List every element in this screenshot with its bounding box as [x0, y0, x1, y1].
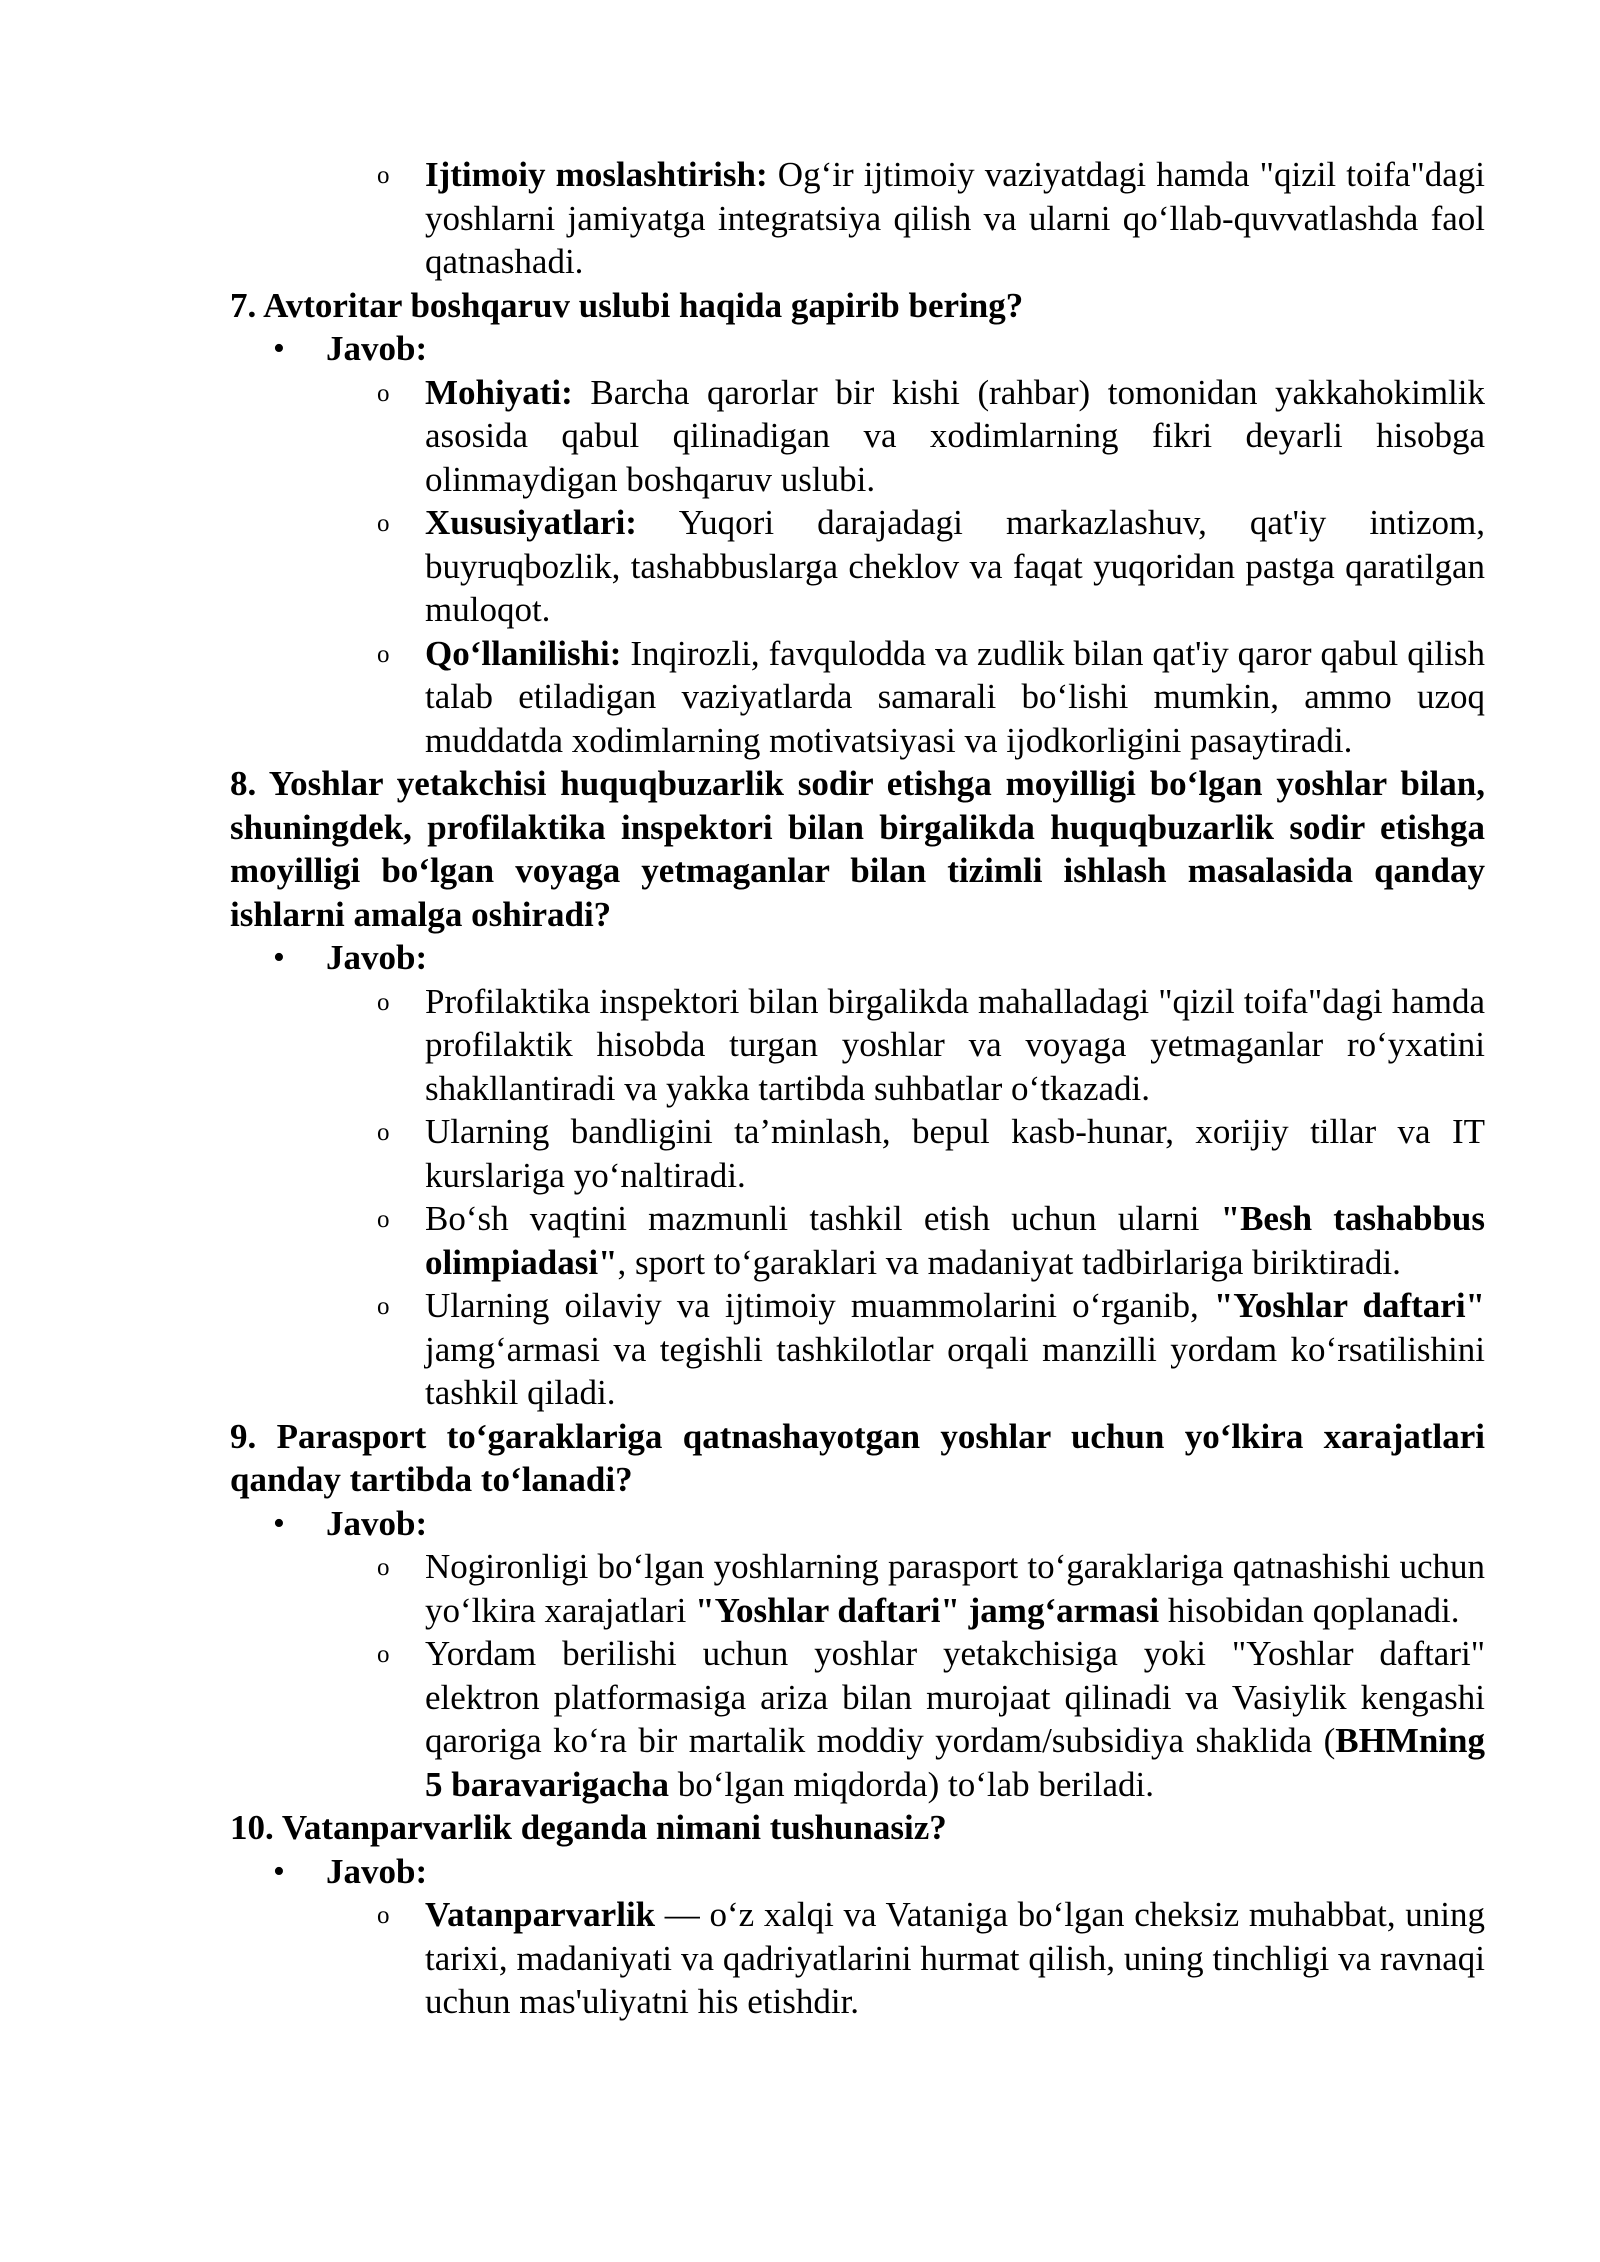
answer-list-item: [230, 1545, 1485, 1632]
bullet-icon: •: [273, 939, 285, 976]
answer-label-text: Javob:: [326, 1851, 428, 1891]
circle-bullet-icon: o: [377, 1554, 390, 1581]
item-text: Profilaktika inspektori bilan birgalikda mahalladagi "qizil toifa"dagi hamda profilaktik hisobda turgan yoshlar va voyaga yetmaganlar ro‘yxatini shakllantiradi va yakka tartibda suhbatlar o‘tkazadi.: [425, 981, 1485, 1108]
circle-bullet-icon: o: [377, 1119, 390, 1146]
circle-bullet-icon: o: [377, 640, 390, 668]
answer-list-item: [230, 980, 1485, 1111]
answer-label-text: Javob:: [326, 329, 428, 368]
answer-label: [230, 327, 1485, 371]
bullet-icon: •: [273, 1504, 285, 1542]
answer-label-text: Javob:: [326, 1503, 428, 1543]
bullet-icon: •: [273, 1852, 285, 1890]
bold-text: "Yoshlar daftari" jamg‘armasi: [695, 1590, 1160, 1630]
document-body: [230, 153, 1485, 2024]
item-text: Ularning bandligini ta’minlash, bepul kasb-hunar, xorijiy tillar va IT kurslariga yo‘naltiradi.: [425, 1112, 1485, 1195]
answer-list-item: [230, 1110, 1485, 1197]
item-text: Barcha qarorlar bir kishi (rahbar) tomonidan yakkahokimlik asosida qabul qilinadigan va xodimlarning fikri deyarli hisobga olinmaydigan boshqaruv uslubi.: [425, 372, 1485, 499]
answer-list-item: [230, 632, 1485, 763]
bold-text: Vatanparvarlik: [425, 1895, 656, 1934]
bullet-icon: •: [273, 330, 285, 367]
answer-label: [230, 936, 1485, 980]
circle-bullet-icon: o: [377, 162, 390, 189]
circle-bullet-icon: o: [377, 1902, 390, 1929]
item-text: Yuqori darajadagi markazlashuv, qat'iy intizom, buyruqbozlik, tashabbuslarga cheklov va faqat yuqoridan pastga qaratilgan muloqot.: [425, 503, 1485, 629]
item-text: Inqirozli, favqulodda va zudlik bilan qat'iy qaror qabul qilish talab etiladigan vaziyatlarda samarali bo‘lishi mumkin, ammo uzoq muddatda xodimlarning motivatsiyasi va ijodkorligini pasaytiradi.: [425, 633, 1485, 760]
answer-list-item: [230, 1197, 1485, 1284]
answer-list-item: [230, 1893, 1485, 2024]
answer-list-item: [230, 501, 1485, 632]
item-text: jamg‘armasi va tegishli tashkilotlar orqali manzilli yordam ko‘rsatilishini tashkil qiladi.: [425, 1329, 1485, 1412]
answer-label: [230, 1850, 1485, 1894]
bold-text: Xususiyatlari:: [425, 503, 637, 542]
bold-text: "Besh tashabbus olimpiadasi": [425, 1199, 1485, 1282]
answer-list-item: [230, 1284, 1485, 1415]
item-text: Nogironligi bo‘lgan yoshlarning parasport to‘garaklariga qatnashishi uchun yo‘lkira xarajatlari: [425, 1547, 1485, 1630]
question-heading: 9. Parasport to‘garaklariga qatnashayotgan yoshlar uchun yo‘lkira xarajatlari qanday tartibda to‘lanadi?: [230, 1416, 1485, 1499]
item-text: Og‘ir ijtimoiy vaziyatdagi hamda "qizil toifa"dagi yoshlarni jamiyatga integratsiya qilish va ularni qo‘llab-quvvatlashda faol qatnashadi.: [425, 155, 1485, 281]
item-text: Yordam berilishi uchun yoshlar yetakchisiga yoki "Yoshlar daftari" elektron platformasiga ariza bilan murojaat qilinadi va Vasiylik kengashi qaroriga ko‘ra bir martalik moddiy yordam/subsidiya shaklida (: [425, 1634, 1485, 1760]
answer-list-item: [230, 1632, 1485, 1806]
item-text: hisobidan qoplanadi.: [1159, 1590, 1460, 1630]
item-text: Bo‘sh vaqtini mazmunli tashkil etish uchun ularni: [425, 1199, 1221, 1238]
item-text: , sport to‘garaklari va madaniyat tadbirlariga biriktiradi.: [617, 1242, 1401, 1282]
answer-label: [230, 1502, 1485, 1546]
bold-text: "Yoshlar daftari": [1213, 1286, 1485, 1325]
circle-bullet-icon: o: [377, 1641, 390, 1668]
answer-list-item: [230, 153, 1485, 284]
bold-text: Qo‘llanilishi:: [425, 633, 622, 673]
item-text: Ularning oilaviy va ijtimoiy muammolarini o‘rganib,: [425, 1286, 1214, 1325]
circle-bullet-icon: o: [377, 379, 390, 407]
circle-bullet-icon: o: [377, 1293, 390, 1320]
circle-bullet-icon: o: [377, 510, 390, 537]
question-heading: 8. Yoshlar yetakchisi huquqbuzarlik sodir etishga moyilligi bo‘lgan yoshlar bilan, shuningdek, profilaktika inspektori bilan birgalikda huquqbuzarlik sodir etishga moyilligi bo‘lgan voyaga yetmaganlar bilan tizimli ishlash masalasida qanday ishlarni amalga oshiradi?: [230, 764, 1485, 934]
answer-list-item: [230, 371, 1485, 502]
bold-text: BHMning 5 baravarigacha: [425, 1721, 1485, 1804]
question-heading: 7. Avtoritar boshqaruv uslubi haqida gapirib bering?: [230, 285, 1024, 325]
item-text: bo‘lgan miqdorda) to‘lab beriladi.: [669, 1764, 1155, 1804]
answer-label-text: Javob:: [326, 938, 428, 977]
bold-text: Mohiyati:: [425, 372, 573, 412]
circle-bullet-icon: o: [377, 1206, 390, 1233]
circle-bullet-icon: o: [377, 988, 390, 1016]
question-heading: 10. Vatanparvarlik deganda nimani tushunasiz?: [230, 1808, 947, 1847]
item-text: — o‘z xalqi va Vataniga bo‘lgan cheksiz muhabbat, uning tarixi, madaniyati va qadriyatlarini hurmat qilish, uning tinchligi va ravnaqi uchun mas'uliyatni his etishdir.: [425, 1895, 1485, 2021]
bold-text: Ijtimoiy moslashtirish:: [425, 155, 768, 194]
